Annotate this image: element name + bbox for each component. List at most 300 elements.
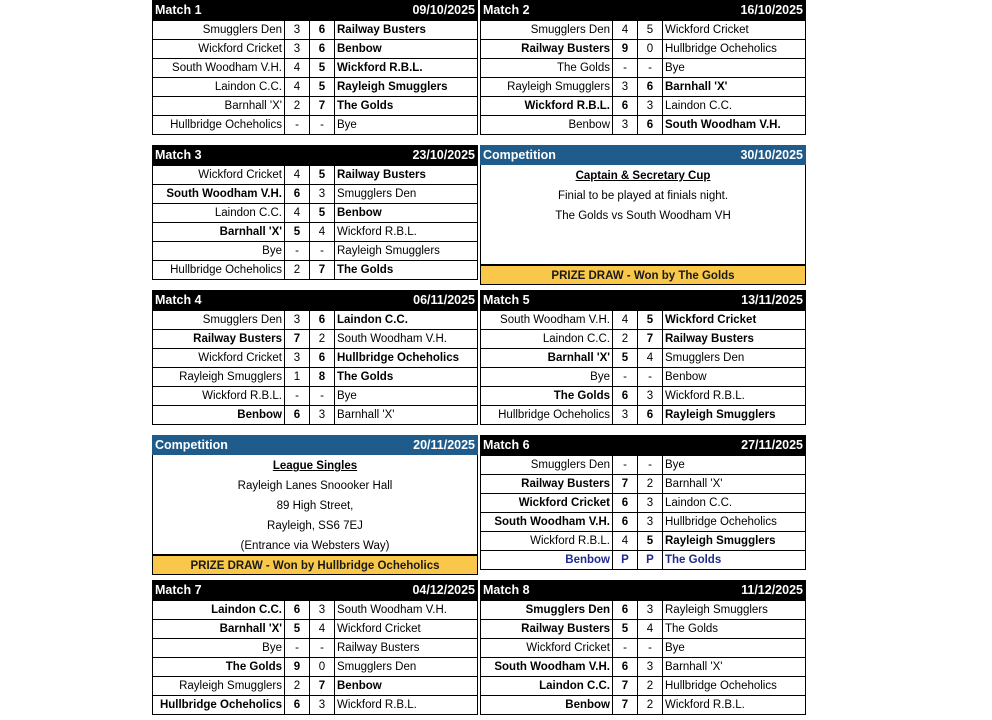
- home-score: 3: [285, 311, 310, 330]
- panel-title: Match 6: [483, 438, 530, 452]
- panel-title: Match 5: [483, 293, 530, 307]
- away-team: Laindon C.C.: [663, 494, 806, 513]
- home-score: 2: [613, 330, 638, 349]
- home-score: 7: [613, 696, 638, 715]
- fixture-row: [153, 21, 478, 40]
- fixture-row: [153, 696, 478, 715]
- away-score: 7: [310, 677, 335, 696]
- away-score: -: [638, 456, 663, 475]
- home-score: -: [285, 639, 310, 658]
- away-team: The Golds: [663, 620, 806, 639]
- home-team: Benbow: [481, 551, 613, 570]
- away-score: -: [310, 116, 335, 135]
- prize-draw-banner: PRIZE DRAW - Won by The Golds: [480, 265, 806, 285]
- home-team: Laindon C.C.: [153, 204, 285, 223]
- home-team: Rayleigh Smugglers: [481, 78, 613, 97]
- away-team: Wickford Cricket: [663, 21, 806, 40]
- away-score: 3: [310, 601, 335, 620]
- away-team: Smugglers Den: [335, 658, 478, 677]
- home-team: Smugglers Den: [153, 21, 285, 40]
- away-score: 7: [638, 330, 663, 349]
- away-score: 5: [310, 204, 335, 223]
- away-score: 5: [310, 78, 335, 97]
- home-score: P: [613, 551, 638, 570]
- panel-title: Match 4: [155, 293, 202, 307]
- away-team: Railway Busters: [335, 21, 478, 40]
- home-team: Bye: [153, 242, 285, 261]
- competition-line: (Entrance via Websters Way): [240, 540, 390, 552]
- away-team: The Golds: [335, 368, 478, 387]
- away-team: South Woodham V.H.: [335, 601, 478, 620]
- fixture-row: [481, 620, 806, 639]
- fixture-row: [153, 59, 478, 78]
- home-team: South Woodham V.H.: [481, 311, 613, 330]
- home-score: -: [285, 242, 310, 261]
- away-team: Bye: [663, 639, 806, 658]
- home-score: 9: [613, 40, 638, 59]
- away-team: Rayleigh Smugglers: [335, 78, 478, 97]
- fixture-row: [153, 261, 478, 280]
- away-score: -: [310, 242, 335, 261]
- fixtures-table: [152, 165, 478, 280]
- panel-date: 23/10/2025: [412, 148, 475, 162]
- fixture-row: [153, 601, 478, 620]
- fixture-row: [481, 677, 806, 696]
- away-team: Wickford R.B.L.: [335, 696, 478, 715]
- away-score: 0: [638, 40, 663, 59]
- away-team: Laindon C.C.: [663, 97, 806, 116]
- fixture-row: [481, 368, 806, 387]
- competition-body: [480, 165, 806, 265]
- fixture-row: [153, 620, 478, 639]
- home-score: 6: [613, 97, 638, 116]
- panel-date: 11/12/2025: [741, 583, 803, 597]
- home-team: Wickford Cricket: [481, 494, 613, 513]
- competition-panel: [480, 145, 806, 285]
- fixture-row: [153, 242, 478, 261]
- away-team: Laindon C.C.: [335, 311, 478, 330]
- away-score: 3: [638, 494, 663, 513]
- home-score: 3: [613, 78, 638, 97]
- competition-line: 89 High Street,: [276, 500, 354, 512]
- home-score: 6: [285, 406, 310, 425]
- fixture-row: [481, 116, 806, 135]
- away-score: 3: [310, 696, 335, 715]
- away-score: 5: [638, 311, 663, 330]
- panel-title: Competition: [483, 148, 556, 162]
- fixture-row: [153, 185, 478, 204]
- away-team: Rayleigh Smugglers: [663, 406, 806, 425]
- away-team: Railway Busters: [335, 166, 478, 185]
- panel-header: [152, 0, 478, 20]
- away-score: 7: [310, 261, 335, 280]
- panel-title: Match 2: [483, 3, 530, 17]
- away-team: Rayleigh Smugglers: [663, 601, 806, 620]
- away-team: Wickford R.B.L.: [335, 59, 478, 78]
- panel-date: 20/11/2025: [413, 438, 475, 452]
- fixture-row: [481, 494, 806, 513]
- away-team: Hullbridge Ocheholics: [663, 677, 806, 696]
- fixture-row: [481, 330, 806, 349]
- away-team: Benbow: [663, 368, 806, 387]
- fixture-row: [153, 166, 478, 185]
- away-score: 2: [638, 475, 663, 494]
- panel-date: 04/12/2025: [412, 583, 475, 597]
- home-team: Bye: [481, 368, 613, 387]
- match-panel: [152, 0, 478, 140]
- away-team: Rayleigh Smugglers: [663, 532, 806, 551]
- match-panel: [152, 580, 478, 720]
- away-score: -: [638, 59, 663, 78]
- home-team: Barnhall 'X': [153, 223, 285, 242]
- panel-date: 06/11/2025: [413, 293, 475, 307]
- away-score: 3: [638, 658, 663, 677]
- away-score: P: [638, 551, 663, 570]
- home-team: The Golds: [481, 59, 613, 78]
- away-team: Barnhall 'X': [663, 658, 806, 677]
- panel-title: Match 8: [483, 583, 530, 597]
- away-score: 2: [638, 696, 663, 715]
- away-score: -: [638, 639, 663, 658]
- away-team: The Golds: [335, 97, 478, 116]
- home-team: The Golds: [153, 658, 285, 677]
- panel-header: [152, 435, 478, 455]
- away-team: Railway Busters: [335, 639, 478, 658]
- away-team: Bye: [335, 387, 478, 406]
- away-score: -: [310, 639, 335, 658]
- away-team: Rayleigh Smugglers: [335, 242, 478, 261]
- away-score: 3: [310, 406, 335, 425]
- fixtures-row-4: [152, 435, 806, 575]
- away-team: Benbow: [335, 40, 478, 59]
- home-team: Wickford Cricket: [153, 40, 285, 59]
- fixture-row: [481, 21, 806, 40]
- away-team: Benbow: [335, 677, 478, 696]
- home-score: 2: [285, 97, 310, 116]
- competition-heading: Captain & Secretary Cup: [575, 170, 711, 182]
- home-team: Laindon C.C.: [481, 677, 613, 696]
- panel-header: [152, 290, 478, 310]
- panel-date: 09/10/2025: [412, 3, 475, 17]
- panel-header: [480, 435, 806, 455]
- fixture-row: [153, 97, 478, 116]
- away-score: 2: [310, 330, 335, 349]
- fixtures-row-5: [152, 580, 806, 720]
- home-score: 6: [285, 696, 310, 715]
- panel-date: 16/10/2025: [740, 3, 803, 17]
- match-panel: [152, 290, 478, 430]
- fixture-row: [153, 368, 478, 387]
- home-score: 4: [613, 21, 638, 40]
- home-team: Railway Busters: [481, 40, 613, 59]
- away-team: Bye: [335, 116, 478, 135]
- away-score: 5: [310, 59, 335, 78]
- away-score: 3: [638, 97, 663, 116]
- away-score: 4: [310, 620, 335, 639]
- home-score: 7: [285, 330, 310, 349]
- panel-header: [480, 290, 806, 310]
- away-team: Wickford R.B.L.: [335, 223, 478, 242]
- fixture-row: [481, 97, 806, 116]
- away-team: Bye: [663, 456, 806, 475]
- home-score: 3: [285, 40, 310, 59]
- away-team: Barnhall 'X': [663, 78, 806, 97]
- away-score: 6: [638, 406, 663, 425]
- fixture-row: [153, 406, 478, 425]
- home-score: -: [613, 456, 638, 475]
- panel-title: Match 1: [155, 3, 202, 17]
- home-score: 5: [613, 349, 638, 368]
- away-score: 6: [310, 349, 335, 368]
- home-team: Wickford R.B.L.: [481, 97, 613, 116]
- away-team: Benbow: [335, 204, 478, 223]
- home-team: Barnhall 'X': [481, 349, 613, 368]
- home-score: 1: [285, 368, 310, 387]
- competition-panel: [152, 435, 478, 575]
- panel-date: 27/11/2025: [741, 438, 803, 452]
- competition-body: [152, 455, 478, 555]
- home-team: Wickford Cricket: [481, 639, 613, 658]
- panel-title: Competition: [155, 438, 228, 452]
- home-team: Barnhall 'X': [153, 97, 285, 116]
- fixture-row: [481, 551, 806, 570]
- home-team: The Golds: [481, 387, 613, 406]
- home-team: South Woodham V.H.: [153, 185, 285, 204]
- home-team: Hullbridge Ocheholics: [481, 406, 613, 425]
- match-panel: [480, 580, 806, 720]
- panel-header: [152, 145, 478, 165]
- fixture-row: [481, 513, 806, 532]
- home-score: 3: [285, 21, 310, 40]
- home-score: -: [613, 59, 638, 78]
- panel-header: [480, 0, 806, 20]
- fixture-row: [153, 78, 478, 97]
- panel-title: Match 3: [155, 148, 202, 162]
- home-score: -: [613, 639, 638, 658]
- fixtures-row-3: [152, 290, 806, 430]
- home-team: Wickford Cricket: [153, 349, 285, 368]
- home-team: South Woodham V.H.: [481, 658, 613, 677]
- home-team: Benbow: [481, 116, 613, 135]
- home-score: 4: [613, 311, 638, 330]
- panel-date: 30/10/2025: [740, 148, 803, 162]
- home-team: Rayleigh Smugglers: [153, 368, 285, 387]
- away-score: 4: [638, 349, 663, 368]
- fixture-row: [153, 658, 478, 677]
- home-team: Railway Busters: [481, 620, 613, 639]
- fixture-row: [481, 406, 806, 425]
- fixture-row: [153, 40, 478, 59]
- panel-header: [152, 580, 478, 600]
- home-team: Hullbridge Ocheholics: [153, 116, 285, 135]
- away-team: Hullbridge Ocheholics: [663, 513, 806, 532]
- fixtures-table: [480, 455, 806, 570]
- home-team: Smugglers Den: [481, 456, 613, 475]
- away-score: 3: [310, 185, 335, 204]
- away-team: Barnhall 'X': [335, 406, 478, 425]
- fixture-row: [153, 204, 478, 223]
- away-score: 6: [638, 116, 663, 135]
- away-team: Hullbridge Ocheholics: [663, 40, 806, 59]
- home-team: Benbow: [481, 696, 613, 715]
- away-team: Wickford Cricket: [335, 620, 478, 639]
- home-team: South Woodham V.H.: [481, 513, 613, 532]
- home-score: 4: [285, 166, 310, 185]
- panel-title: Match 7: [155, 583, 202, 597]
- home-team: Smugglers Den: [481, 601, 613, 620]
- away-team: Wickford R.B.L.: [663, 696, 806, 715]
- fixture-row: [481, 475, 806, 494]
- home-team: Wickford Cricket: [153, 166, 285, 185]
- home-score: 4: [613, 532, 638, 551]
- away-team: Bye: [663, 59, 806, 78]
- competition-line: Rayleigh, SS6 7EJ: [267, 520, 363, 532]
- fixture-row: [153, 639, 478, 658]
- away-team: Railway Busters: [663, 330, 806, 349]
- panel-header: [480, 580, 806, 600]
- away-score: -: [638, 368, 663, 387]
- home-score: 3: [613, 406, 638, 425]
- home-team: Railway Busters: [481, 475, 613, 494]
- fixture-row: [481, 696, 806, 715]
- fixture-row: [153, 349, 478, 368]
- away-score: 4: [638, 620, 663, 639]
- panel-header: [480, 145, 806, 165]
- away-score: 6: [310, 311, 335, 330]
- fixture-row: [481, 658, 806, 677]
- fixture-row: [481, 40, 806, 59]
- match-panel: [480, 435, 806, 575]
- competition-heading: League Singles: [272, 460, 358, 472]
- match-panel: [480, 0, 806, 140]
- home-score: 3: [285, 349, 310, 368]
- home-score: 6: [613, 601, 638, 620]
- fixtures-table: [480, 600, 806, 715]
- away-score: 3: [638, 387, 663, 406]
- away-team: The Golds: [663, 551, 806, 570]
- away-score: 3: [638, 601, 663, 620]
- home-score: 3: [613, 116, 638, 135]
- home-team: Smugglers Den: [153, 311, 285, 330]
- home-team: Barnhall 'X': [153, 620, 285, 639]
- away-score: 2: [638, 677, 663, 696]
- home-score: 2: [285, 261, 310, 280]
- home-team: Wickford R.B.L.: [153, 387, 285, 406]
- fixture-row: [481, 387, 806, 406]
- match-panel: [480, 290, 806, 430]
- home-score: 4: [285, 78, 310, 97]
- fixtures-table: [480, 20, 806, 135]
- home-team: Railway Busters: [153, 330, 285, 349]
- home-score: -: [613, 368, 638, 387]
- away-score: 4: [310, 223, 335, 242]
- home-team: Laindon C.C.: [153, 601, 285, 620]
- home-score: 4: [285, 59, 310, 78]
- away-team: Barnhall 'X': [663, 475, 806, 494]
- panel-date: 13/11/2025: [741, 293, 803, 307]
- home-score: 5: [285, 223, 310, 242]
- fixture-row: [153, 223, 478, 242]
- fixtures-table: [152, 310, 478, 425]
- home-team: South Woodham V.H.: [153, 59, 285, 78]
- fixture-row: [481, 78, 806, 97]
- home-score: -: [285, 116, 310, 135]
- home-score: 4: [285, 204, 310, 223]
- fixtures-table: [152, 600, 478, 715]
- away-score: 3: [638, 513, 663, 532]
- home-score: 7: [613, 475, 638, 494]
- home-score: 6: [613, 513, 638, 532]
- fixture-row: [481, 311, 806, 330]
- prize-draw-banner: PRIZE DRAW - Won by Hullbridge Ocheholics: [152, 555, 478, 575]
- fixture-row: [153, 311, 478, 330]
- home-score: 6: [285, 185, 310, 204]
- fixture-row: [481, 456, 806, 475]
- home-score: 2: [285, 677, 310, 696]
- match-panel: [152, 145, 478, 285]
- home-score: 9: [285, 658, 310, 677]
- home-team: Rayleigh Smugglers: [153, 677, 285, 696]
- away-score: 6: [638, 78, 663, 97]
- home-score: -: [285, 387, 310, 406]
- home-team: Bye: [153, 639, 285, 658]
- home-score: 6: [285, 601, 310, 620]
- away-score: 5: [310, 166, 335, 185]
- home-score: 5: [285, 620, 310, 639]
- fixtures-row-2: [152, 145, 806, 285]
- away-score: -: [310, 387, 335, 406]
- competition-line: Rayleigh Lanes Snoooker Hall: [237, 480, 393, 492]
- away-score: 5: [638, 532, 663, 551]
- away-score: 8: [310, 368, 335, 387]
- home-team: Hullbridge Ocheholics: [153, 261, 285, 280]
- home-score: 6: [613, 387, 638, 406]
- away-score: 5: [638, 21, 663, 40]
- home-team: Hullbridge Ocheholics: [153, 696, 285, 715]
- fixture-row: [481, 349, 806, 368]
- away-team: Hullbridge Ocheholics: [335, 349, 478, 368]
- away-score: 6: [310, 21, 335, 40]
- home-team: Laindon C.C.: [153, 78, 285, 97]
- home-team: Smugglers Den: [481, 21, 613, 40]
- home-score: 5: [613, 620, 638, 639]
- fixture-row: [481, 59, 806, 78]
- home-team: Wickford R.B.L.: [481, 532, 613, 551]
- away-score: 7: [310, 97, 335, 116]
- fixture-row: [481, 601, 806, 620]
- fixture-row: [153, 387, 478, 406]
- home-team: Benbow: [153, 406, 285, 425]
- away-team: Smugglers Den: [335, 185, 478, 204]
- fixtures-table: [480, 310, 806, 425]
- away-team: South Woodham V.H.: [335, 330, 478, 349]
- away-team: The Golds: [335, 261, 478, 280]
- home-team: Laindon C.C.: [481, 330, 613, 349]
- away-score: 6: [310, 40, 335, 59]
- away-team: South Woodham V.H.: [663, 116, 806, 135]
- away-team: Wickford Cricket: [663, 311, 806, 330]
- competition-line: Finial to be played at finials night.: [557, 190, 729, 202]
- fixtures-row-1: [152, 0, 806, 140]
- home-score: 6: [613, 658, 638, 677]
- fixtures-table: [152, 20, 478, 135]
- fixture-row: [153, 677, 478, 696]
- away-score: 0: [310, 658, 335, 677]
- home-score: 6: [613, 494, 638, 513]
- competition-line: The Golds vs South Woodham VH: [555, 210, 731, 222]
- away-team: Wickford R.B.L.: [663, 387, 806, 406]
- fixture-row: [153, 330, 478, 349]
